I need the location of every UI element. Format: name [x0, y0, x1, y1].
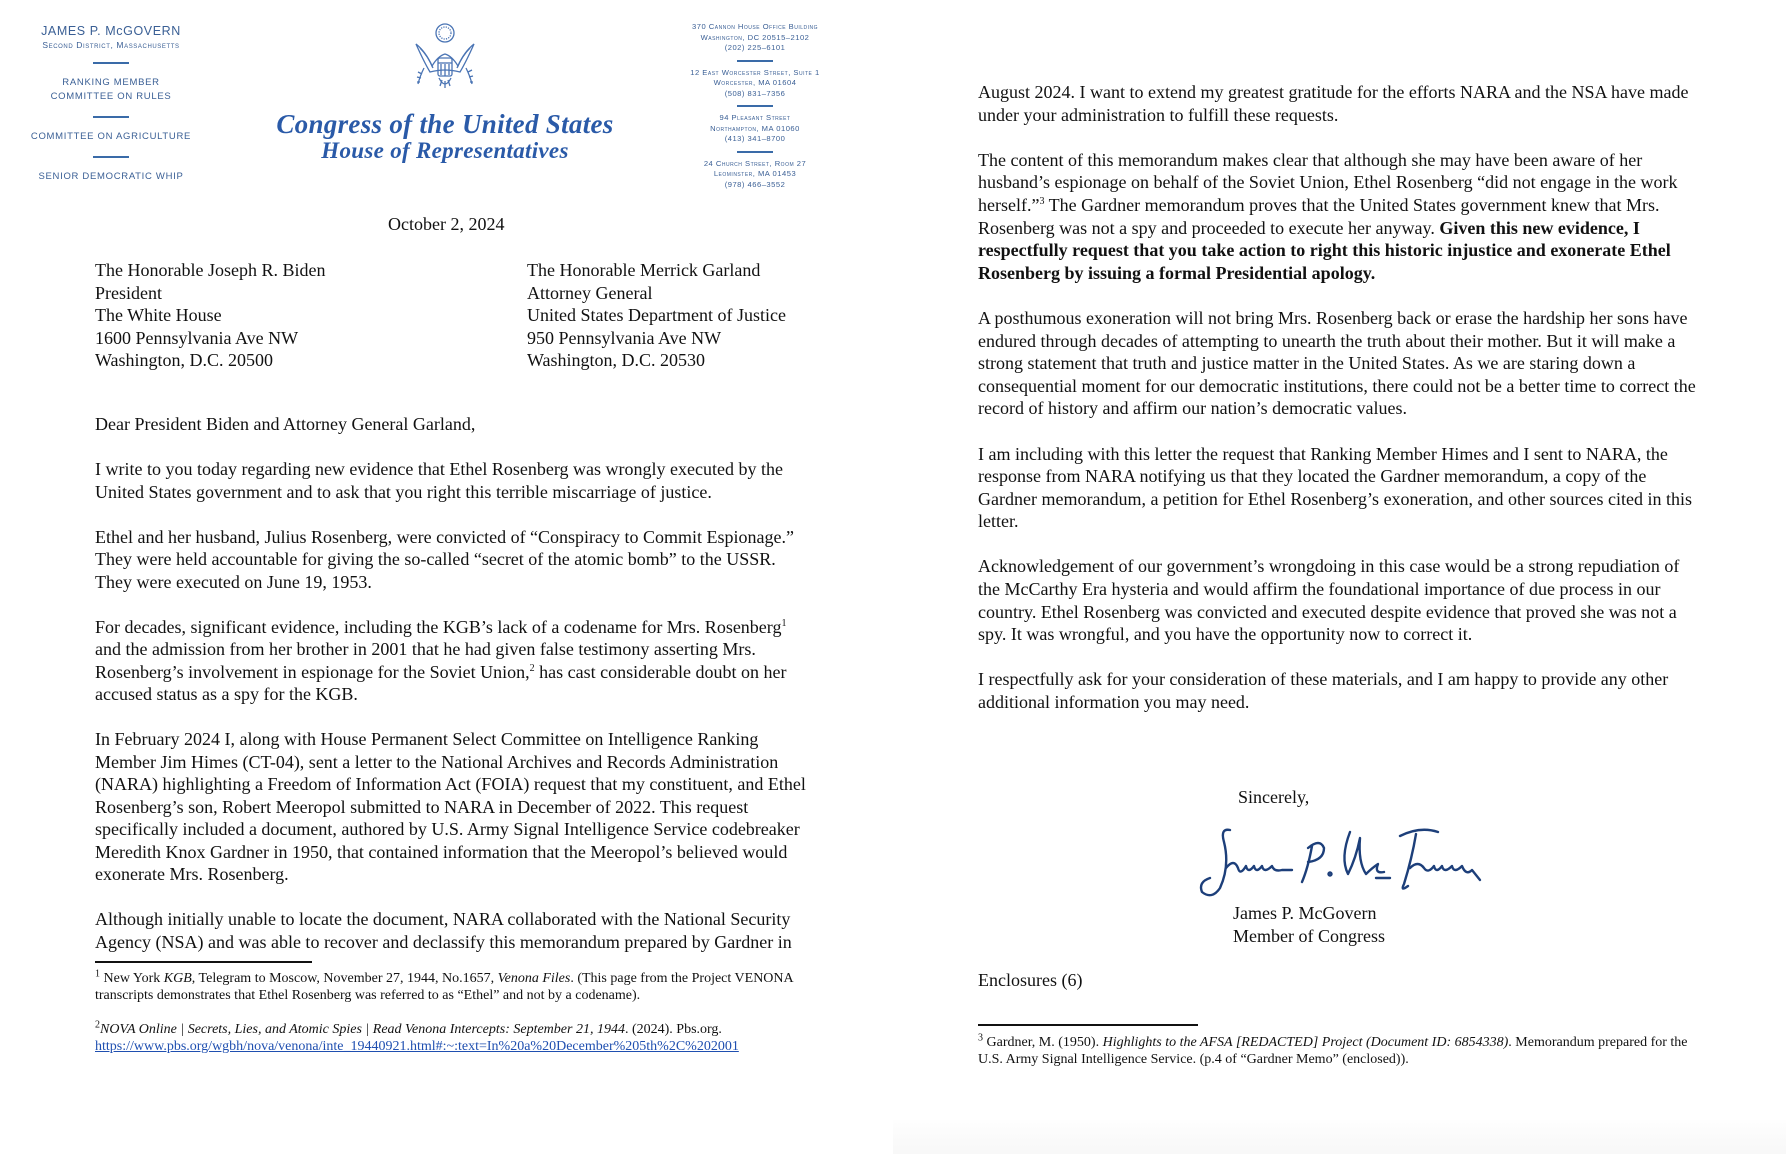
footnote-number: 3 [978, 1032, 983, 1044]
recipient-line: Washington, D.C. 20530 [527, 350, 706, 370]
letter-date: October 2, 2024 [388, 214, 505, 234]
text-run: . (2024). Pbs.org. [624, 1022, 722, 1037]
role-whip: SENIOR DEMOCRATIC WHIP [38, 171, 184, 182]
paragraph: Although initially unable to locate the document, NARA collaborated with the National Security Agency (NSA) and was able to recover and declassify this memorandum prepared by Gardner in [95, 909, 792, 952]
role-agriculture: COMMITTEE ON AGRICULTURE [30, 131, 192, 142]
office-address-line: 24 Church Street, Room 27 [703, 158, 807, 168]
footnotes-page-2 [978, 1034, 1698, 1068]
recipient-attorney-general [527, 259, 786, 372]
role-rules-2: COMMITTEE ON RULES [50, 91, 172, 102]
member-name: JAMES P. McGOVERN [41, 24, 181, 38]
divider [737, 105, 773, 107]
recipient-line: The White House [95, 305, 222, 325]
divider [93, 62, 129, 64]
text-run: New York [100, 971, 164, 986]
office-leominster [674, 159, 836, 191]
text-run: KGB [163, 971, 192, 986]
office-phone: (978) 466–3552 [724, 179, 786, 189]
recipient-president [95, 259, 325, 372]
congress-title: Congress of the United States [276, 109, 614, 139]
request-emphasis: Given this new evidence, I respectfully request that you take action to right this historic injustice and exonerate Ethel Rosenberg by issuing a formal Presidential apology. [978, 217, 1671, 283]
paragraph: A posthumous exoneration will not bring Mrs. Rosenberg back or erase the hardship her sons have endured through decades of attempting to unearth the truth about their mother. But it will make a strong statement that truth and justice matter in the United States. As we are staring down a consequential moment for our democratic institutions, there could not be a better time to correct the record of history and affirm our nation’s democratic values. [978, 307, 1696, 419]
text-run: Gardner, M. (1950). [983, 1035, 1103, 1050]
divider [93, 116, 129, 118]
divider [737, 151, 773, 153]
signer-name: James P. McGovern [1233, 903, 1377, 923]
salutation: Dear President Biden and Attorney General Garland, [95, 414, 476, 434]
office-northampton [674, 113, 836, 145]
office-worcester [674, 68, 836, 100]
letterhead-offices-block [674, 22, 836, 190]
text-run: , Telegram to Moscow, November 27, 1944, No.1657, [191, 971, 498, 986]
paragraph: I respectfully ask for your consideration of these materials, and I am happy to provide any other additional information you may need. [978, 669, 1669, 713]
text-run: . (This page from the Project VENONA transcripts demonstrates that Ethel Rosenberg was referred to as “Ethel” and not by a codename). [95, 971, 793, 1003]
office-phone: (413) 341–8700 [724, 134, 786, 143]
recipient-line: The Honorable Joseph R. Biden [95, 260, 326, 280]
letter-body-page-1 [95, 413, 815, 976]
paragraph [95, 616, 815, 706]
footnote-ref: 2 [529, 662, 535, 674]
office-phone: (202) 225–6101 [724, 43, 786, 52]
house-title: House of Representatives [321, 138, 569, 163]
footnotes-page-1 [95, 970, 815, 1072]
footnote-ref: 1 [781, 617, 787, 629]
great-seal-eagle-icon [406, 22, 484, 94]
letterhead-member-block [20, 24, 202, 184]
footnote-number: 2 [95, 1019, 100, 1031]
paragraph: I write to you today regarding new evidence that Ethel Rosenberg was wrongly executed by the United States government and to ask that you right this terrible miscarriage of justice. [95, 459, 783, 502]
text-run: Highlights to the AFSA [REDACTED] Project (Document ID: 6854338) [1102, 1035, 1509, 1050]
text-run: Venona Files [497, 971, 571, 986]
paragraph: In February 2024 I, along with House Permanent Select Committee on Intelligence Ranking Member Jim Himes (CT-04), sent a letter to the National Archives and Records Administration (NARA) highlighting a Freedom of Information Act (FOIA) request that my constituent, and Ethel Rosenberg’s son, Robert Meeropol submitted to NARA in December of 2022. This request specifically included a document, authored by U.S. Army Signal Intelligence Service codebreaker Meredith Knox Gardner in 1950, that contained information that the Meeropol’s believed would exonerate Mrs. Rosenberg. [95, 729, 806, 884]
footnote-divider [978, 1024, 1198, 1026]
footnote-divider [95, 961, 312, 963]
role-rules-1: RANKING MEMBER [62, 77, 160, 88]
paragraph: August 2024. I want to extend my greatest gratitude for the efforts NARA and the NSA have made under your administration to fulfill these requests. [978, 82, 1689, 125]
page-edge-shade [893, 1120, 1786, 1154]
recipient-line: The Honorable Merrick Garland [527, 260, 761, 280]
text-run: . Memorandum prepared for the U.S. Army Signal Intelligence Service. (p.4 of “Gardner Memo” (enclosed)). [978, 1035, 1688, 1067]
signer-block [1233, 902, 1385, 947]
valediction: Sincerely, [1238, 787, 1310, 807]
office-phone: (508) 831–7356 [724, 88, 786, 98]
office-city-line: Northampton, MA 01060 [710, 123, 800, 133]
text-run: The content of this memorandum makes clear that although she may have been aware of her husband’s espionage on behalf of the Soviet Union, Ethel Rosenberg “did not engage in the work herself.” [978, 149, 1678, 215]
text-run: and the admission from her brother in 2001 that he had given false testimony asserting Mrs. Rosenberg’s involvement in espionage for the Soviet Union, [95, 639, 756, 682]
office-address-line: 94 Pleasant Street [719, 113, 791, 122]
text-run: has cast considerable doubt on her accused status as a spy for the KGB. [95, 661, 787, 704]
office-address-line: 12 East Worcester Street, Suite 1 [690, 67, 820, 77]
enclosures-note: Enclosures (6) [978, 970, 1083, 990]
recipient-line: 950 Pennsylvania Ave NW [527, 327, 722, 348]
text-run: For decades, significant evidence, including the KGB’s lack of a codename for Mrs. Rosenberg [95, 616, 782, 637]
signer-title: Member of Congress [1233, 925, 1385, 946]
recipient-line: Washington, D.C. 20500 [95, 350, 274, 370]
paragraph: Ethel and her husband, Julius Rosenberg, were convicted of “Conspiracy to Commit Espionage.” They were held accountable for giving the so-called “secret of the atomic bomb” to the USSR. They were executed on June 19, 1953. [95, 526, 795, 592]
divider [737, 60, 773, 62]
divider [93, 156, 129, 158]
letter-body-page-2 [978, 81, 1698, 736]
recipient-line: President [95, 282, 162, 303]
footnote-3 [978, 1034, 1698, 1068]
letterhead-title-block [260, 22, 630, 164]
recipient-line: United States Department of Justice [527, 305, 786, 325]
recipient-line: 1600 Pennsylvania Ave NW [95, 327, 299, 348]
text-run: NOVA Online | Secrets, Lies, and Atomic Spies | Read Venona Intercepts: September 21, 1944 [100, 1022, 625, 1037]
office-city-line: Washington, DC 20515–2102 [700, 32, 810, 42]
paragraph: I am including with this letter the request that Ranking Member Himes and I sent to NARA, the response from NARA notifying us that they located the Gardner memorandum, a copy of the Gardner memorandum, a petition for Ethel Rosenberg’s exoneration, and other sources cited in this letter. [978, 443, 1692, 532]
member-district: Second District, Massachusetts [42, 40, 180, 50]
footnote-ref: 3 [1039, 195, 1045, 207]
office-dc [674, 22, 836, 54]
office-city-line: Worcester, MA 01604 [713, 78, 797, 87]
handwritten-signature-icon [1190, 818, 1490, 906]
text-run: The Gardner memorandum proves that the United States government knew that Mrs. Rosenberg was not a spy and proceeded to execute her anyway. [978, 194, 1660, 238]
footnote-1 [95, 970, 815, 1004]
paragraph [978, 149, 1698, 285]
footnote-2 [95, 1021, 815, 1055]
office-address-line: 370 Cannon House Office Building [692, 22, 818, 31]
footnote-number: 1 [95, 968, 100, 980]
paragraph: Acknowledgement of our government’s wrongdoing in this case would be a strong repudiation of the McCarthy Era hysteria and would affirm the foundational importance of due process in our country. Ethel Rosenberg was convicted and executed despite evidence that proved she was not a spy. It was wrongful, and you have the opportunity now to correct it. [978, 556, 1680, 645]
office-city-line: Leominster, MA 01453 [713, 169, 797, 178]
pbs-source-link[interactable]: https://www.pbs.org/wgbh/nova/venona/inte_19440921.html#:~:text=In%20a%20December%205th%2C%202001 [95, 1039, 739, 1054]
recipient-line: Attorney General [527, 282, 653, 303]
